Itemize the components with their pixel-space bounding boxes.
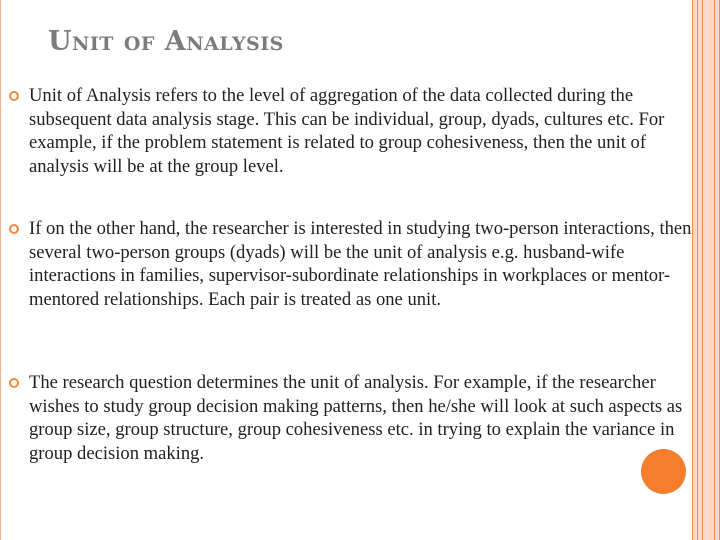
slide-title: Unit of Analysis <box>48 26 284 57</box>
bullet-text: The research question determines the unit of analysis. For example, if the researcher wishes to study group decision making patterns, then he/she will look at such aspects as group size, group structure, group cohesiveness etc. in trying to explain the variance in group decision making. <box>29 372 683 464</box>
right-edge-line <box>714 0 715 540</box>
bullet-text: Unit of Analysis refers to the level of aggregation of the data collected during the subsequent data analysis stage. This can be individual, group, dyads, cultures etc. For example, if the problem statement is related to group cohesiveness, then the unit of analysis will be at the group level. <box>29 85 665 177</box>
bullet-text: If on the other hand, the researcher is interested in studying two-person interactions, then several two-person groups (dyads) will be the unit of analysis e.g. husband-wife interactions in families, supervisor-subordinate relationships in workplaces or mentor-mentored relationships. Each pair is treated as one unit. <box>29 218 692 310</box>
hollow-circle-bullet-icon <box>9 224 19 234</box>
hollow-circle-bullet-icon <box>9 378 19 388</box>
left-border-line <box>0 0 1 540</box>
right-edge-line <box>702 0 703 540</box>
hollow-circle-bullet-icon <box>9 91 19 101</box>
orange-circle-decoration <box>641 449 686 494</box>
right-edge-line <box>697 0 698 540</box>
